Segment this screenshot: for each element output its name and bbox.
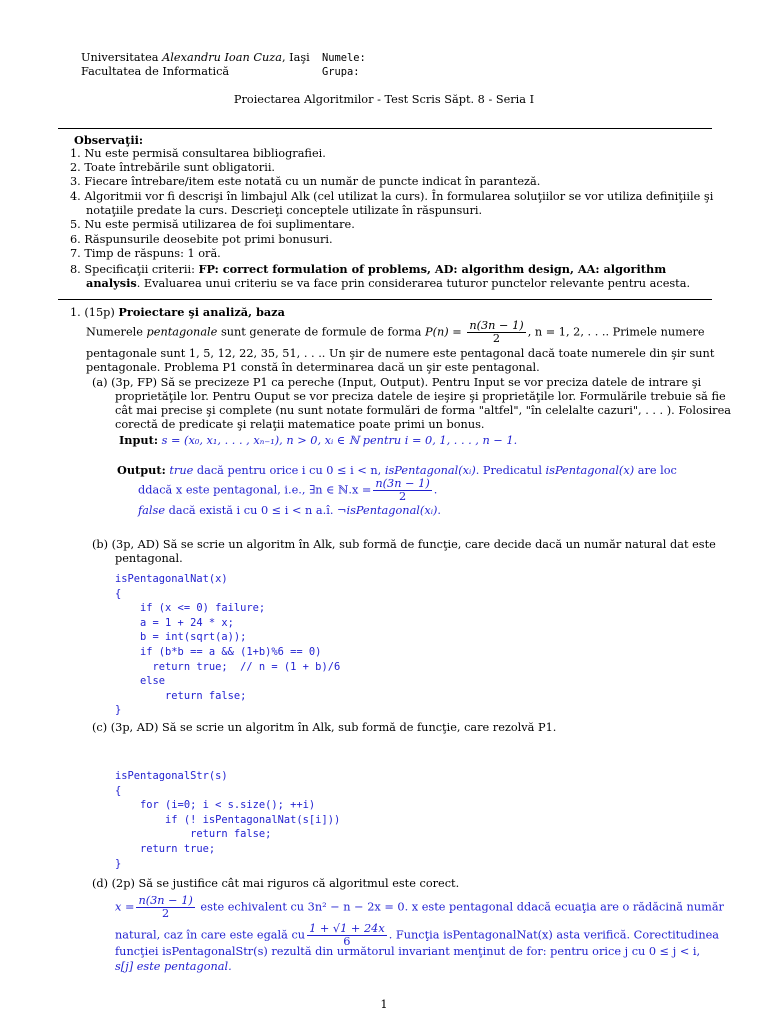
code-line: isPentagonalStr(s) — [115, 770, 228, 782]
part-d-line: (d) (2p) Să se justifice cât mai riguros că algoritmul este corect. — [92, 877, 460, 890]
part-d-answer-4: s[j] este pentagonal. — [115, 960, 232, 973]
part-c-line: (c) (3p, AD) Să se scrie un algoritm în Alk, sub formă de funcţie, care rezolvă P1. — [92, 721, 557, 734]
obs-item-8-rest: . Evaluarea unui criteriu se va face prin considerarea tuturor punctelor relevante pentru acesta. — [136, 277, 691, 290]
problem-title: Proiectare şi analiză, baza — [118, 305, 285, 319]
part-a-line-4: corectă de predicate şi relaţii matematice poate primi un bonus. — [115, 418, 485, 431]
page-number: 1 — [380, 998, 388, 1011]
intro-text-3: , n = 1, 2, . . .. Primele numere — [527, 325, 705, 339]
intro-text: Numerele — [86, 325, 147, 339]
part-a-line-1: (a) (3p, FP) Să se precizeze P1 ca pereche (Input, Output). Pentru Input se vor preciza datele de intrare şi — [92, 376, 702, 389]
output-fraction — [373, 478, 431, 503]
code-line: return false; — [115, 828, 272, 841]
fraction-denominator: 2 — [398, 490, 407, 503]
code-line: isPentagonalNat(x) — [115, 573, 228, 585]
part-d-answer-3: funcţiei isPentagonalStr(s) rezultă din următorul invariant menţinut de for: pentru orice j cu 0 ≤ j < i, — [115, 945, 701, 958]
code-line: if (! isPentagonalNat(s[i])) — [115, 813, 341, 826]
input-label: Input: — [119, 433, 158, 447]
code-line: for (i=0; i < s.size(); ++i) — [115, 799, 316, 812]
part-b-line-2: pentagonal. — [115, 552, 183, 565]
university-line — [81, 51, 310, 66]
fraction-numerator: n(3n − 1) — [138, 894, 193, 907]
output-predicate: isPentagonal(xᵢ) — [384, 464, 476, 477]
code-line: return false; — [115, 689, 247, 702]
name-label: Numele: — [322, 52, 366, 64]
code-line: return true; — [115, 842, 216, 855]
code-line: { — [115, 784, 122, 797]
input-spec — [119, 433, 517, 449]
output-text: dacă pentru orice i cu 0 ≤ i < n, — [193, 464, 385, 477]
obs-item-8-prefix: 8. Specificaţii criterii: — [70, 263, 199, 276]
answer-fraction — [136, 895, 194, 920]
output-def: ddacă x este pentagonal, i.e., ∃n ∈ ℕ.x = — [138, 483, 372, 497]
obs-item-4-cont: notaţiile predate la curs. Descrieţi conceptele utilizate în răspunsuri. — [86, 204, 483, 217]
mid-rule — [58, 299, 712, 300]
answer-text-1: este echivalent cu 3n² − n − 2x = 0. x este pentagonal ddacă ecuaţia are o rădăcină număr — [200, 900, 724, 914]
formula-lhs: P(n) = — [424, 325, 466, 339]
obs-item-7: 7. Timp de răspuns: 1 oră. — [70, 247, 221, 260]
code-line: return true; // n = (1 + b)/6 — [115, 660, 341, 673]
output-def-end: . — [433, 483, 438, 497]
code-line: else — [115, 675, 166, 688]
code-line: if (x <= 0) failure; — [115, 602, 266, 615]
fraction-denominator: 2 — [492, 332, 501, 345]
obs-item-8-criteria: FP: correct formulation of problems, AD: algorithm design, AA: algorithm — [198, 262, 667, 276]
code-line: b = int(sqrt(a)); — [115, 631, 247, 644]
formula-fraction — [467, 320, 525, 345]
top-rule — [58, 128, 712, 129]
observations-heading: Observaţii: — [74, 133, 144, 147]
fraction-denominator: 2 — [162, 907, 170, 920]
obs-item-2: 2. Toate întrebările sunt obligatorii. — [70, 161, 276, 174]
part-d-answer-1 — [115, 895, 724, 920]
obs-item-4: 4. Algoritmii vor fi descrişi în limbajul Alk (cel utilizat la curs). În formularea soluţiilor se vor utiliza definiţiile şi — [70, 190, 714, 203]
problem-number: 1. (15p) — [70, 306, 119, 319]
output-false-predicate: isPentagonal(xᵢ) — [346, 504, 438, 517]
code-isPentagonalNat — [115, 572, 340, 718]
fraction2-numerator: 1 + √1 + 24x — [309, 922, 385, 935]
output-spec-3 — [138, 504, 441, 519]
fraction-numerator: n(3n − 1) — [469, 319, 524, 332]
obs-item-8-criteria-end: analysis — [86, 276, 137, 290]
output-text-3: are loc — [634, 464, 677, 477]
intro-pentagonal: pentagonale — [146, 325, 218, 339]
university-name: Alexandru Ioan Cuza — [162, 51, 282, 64]
code-line: } — [115, 857, 122, 870]
obs-item-3: 3. Fiecare întrebare/item este notată cu un număr de puncte indicat în paranteză. — [70, 175, 541, 188]
code-line: a = 1 + 24 * x; — [115, 616, 234, 629]
university-suffix: , Iaşi — [281, 51, 310, 64]
part-a-line-2: proprietăţile lor. Pentru Ouput se vor preciza datele de ieşire şi proprietăţile lor. Formulările trebuie să fie — [115, 390, 726, 403]
obs-item-1: 1. Nu este permisă consultarea bibliografiei. — [70, 147, 326, 160]
output-text-2: . Predicatul — [475, 464, 546, 477]
code-line: { — [115, 587, 122, 600]
code-isPentagonalStr — [115, 769, 340, 871]
output-false: false — [138, 504, 166, 517]
faculty: Facultatea de Informatică — [81, 65, 230, 78]
problem-intro-3: pentagonale. Problema P1 constă în determinarea dacă un şir este pentagonal. — [86, 361, 540, 374]
university-prefix: Universitatea — [81, 51, 163, 64]
obs-item-6: 6. Răspunsurile deosebite pot primi bonusuri. — [70, 233, 333, 246]
input-text: s = (x₀, x₁, . . . , xₙ₋₁), n > 0, xᵢ ∈ ℕ pentru i = 0, 1, . . . , n − 1. — [161, 434, 518, 447]
problem-intro-2: pentagonale sunt 1, 5, 12, 22, 35, 51, . . .. Un şir de numere este pentagonal dacă toate numerele din şir sunt — [86, 347, 715, 360]
part-a-line-3: cât mai precise şi complete (nu sunt notate formulări de forma "altfel", "în celelalte cazuri", . . . ). Folosirea — [115, 404, 732, 417]
part-b-line-1: (b) (3p, AD) Să se scrie un algoritm în Alk, sub formă de funcţie, care decide dacă un număr natural dat este — [92, 538, 716, 551]
code-line: } — [115, 704, 122, 717]
obs-item-8-cont — [86, 276, 690, 292]
answer-x-eq: x = — [115, 900, 135, 914]
output-label: Output: — [117, 463, 166, 477]
fraction-numerator: n(3n − 1) — [375, 477, 430, 490]
intro-text-2: sunt generate de formule de forma — [217, 325, 425, 339]
fraction2-denominator: 6 — [343, 935, 351, 948]
problem-heading — [70, 305, 285, 321]
output-spec-2 — [138, 478, 437, 503]
output-true: true — [169, 464, 194, 477]
answer-text-2: natural, caz în care este egală cu — [115, 928, 306, 942]
code-line: if (b*b == a && (1+b)%6 == 0) — [115, 645, 322, 658]
output-predicate-2: isPentagonal(x) — [545, 464, 635, 477]
group-label: Grupa: — [322, 66, 360, 78]
output-false-end: . — [437, 504, 441, 517]
obs-item-5: 5. Nu este permisă utilizarea de foi suplimentare. — [70, 218, 355, 231]
problem-intro-1 — [86, 320, 705, 345]
answer-text-3: . Funcţia isPentagonalNat(x) asta verifică. Corectitudinea — [388, 928, 720, 942]
page-title: Proiectarea Algoritmilor - Test Scris Săpt. 8 - Seria I — [233, 93, 535, 106]
output-false-text: dacă există i cu 0 ≤ i < n a.î. ¬ — [165, 504, 347, 517]
